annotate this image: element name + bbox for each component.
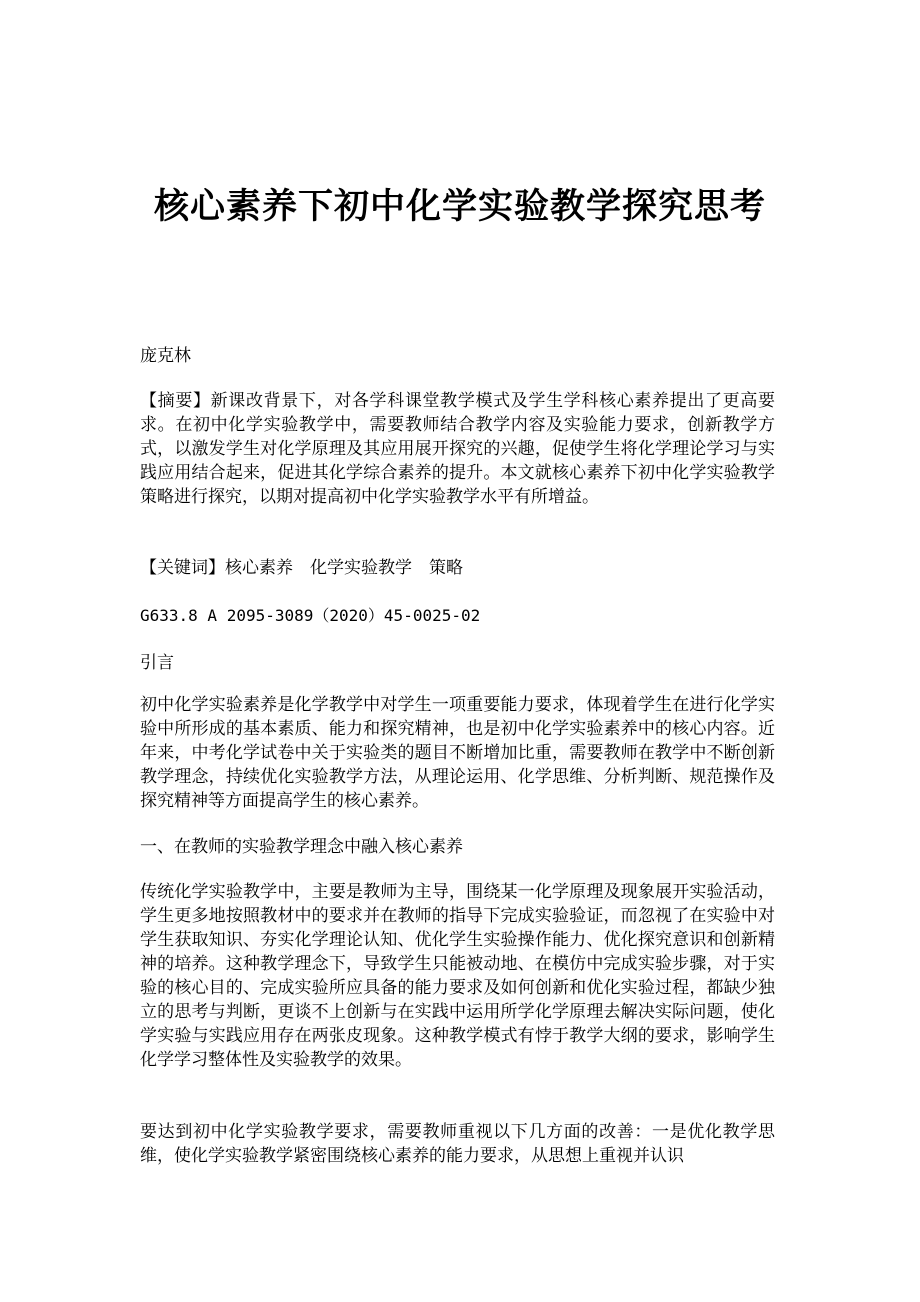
keywords-line: 【关键词】核心素养 化学实验教学 策略 (140, 558, 463, 578)
introduction-heading: 引言 (140, 653, 174, 673)
classification-code: G633.8 A 2095-3089（2020）45-0025-02 (140, 606, 481, 625)
introduction-paragraph: 初中化学实验素养是化学教学中对学生一项重要能力要求，体现着学生在进行化学实验中所形成的基本素质、能力和探究精神，也是初中化学实验素养中的核心内容。近年来，中考化学试卷中关于实验类的题目不断增加比重，需要教师在教学中不断创新教学理念，持续优化实验教学方法，从理论运用、化学思维、分析判断、规范操作及探究精神等方面提高学生的核心素养。 (140, 695, 775, 811)
section-1-paragraph-1: 传统化学实验教学中，主要是教师为主导，围绕某一化学原理及现象展开实验活动，学生更多地按照教材中的要求并在教师的指导下完成实验验证，而忽视了在实验中对学生获取知识、夯实化学理论认知、优化学生实验操作能力、优化探究意识和创新精神的培养。这种教学理念下，导致学生只能被动地、在模仿中完成实验步骤，对于实验的核心目的、完成实验所应具备的能力要求及如何创新和优化实验过程，都缺少独立的思考与判断，更谈不上创新与在实践中运用所学化学原理去解决实际问题，使化学实验与实践应用存在两张皮现象。这种教学模式有悖于教学大纲的要求，影响学生化学学习整体性及实验教学的效果。 (140, 882, 775, 1070)
section-1-heading: 一、在教师的实验教学理念中融入核心素养 (140, 837, 463, 857)
author-name: 庞克林 (140, 346, 191, 366)
section-1-paragraph-2: 要达到初中化学实验教学要求，需要教师重视以下几方面的改善：一是优化教学思维，使化学实验教学紧密围绕核心素养的能力要求，从思想上重视并认识 (140, 1122, 775, 1166)
abstract-paragraph: 【摘要】新课改背景下，对各学科课堂教学模式及学生学科核心素养提出了更高要求。在初中化学实验教学中，需要教师结合教学内容及实验能力要求，创新教学方式，以激发学生对化学原理及其应用展开探究的兴趣，促使学生将化学理论学习与实践应用结合起来，促进其化学综合素养的提升。本文就核心素养下初中化学实验教学策略进行探究，以期对提高初中化学实验教学水平有所增益。 (140, 391, 775, 507)
paper-title: 核心素养下初中化学实验教学探究思考 (153, 187, 766, 227)
